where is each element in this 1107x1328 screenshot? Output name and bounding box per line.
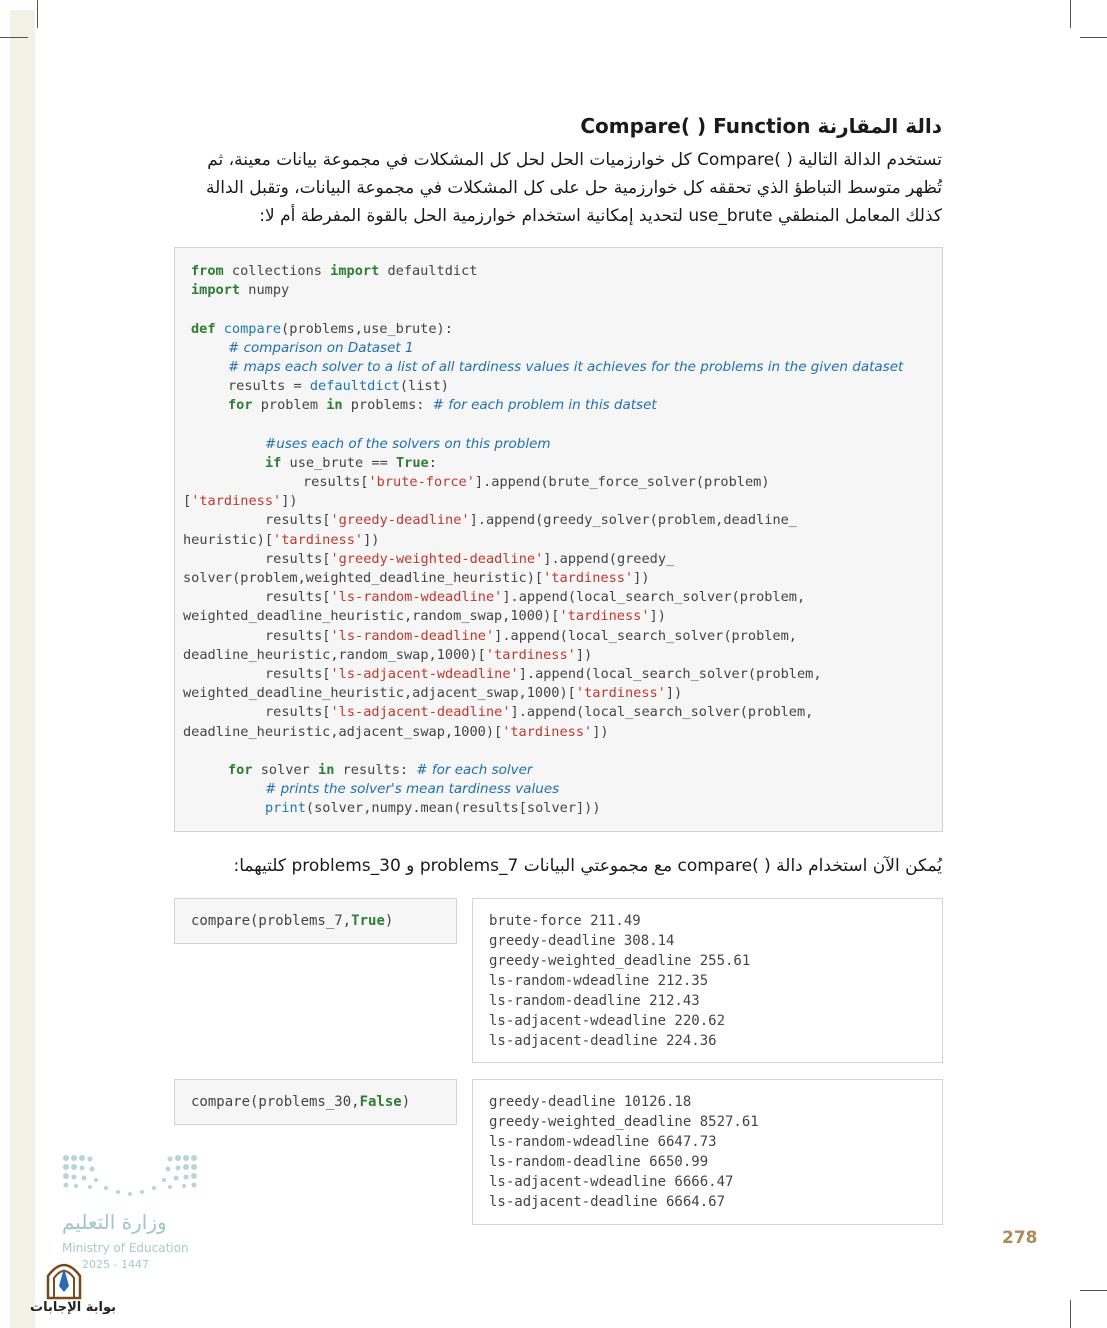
crop-mark [37, 0, 38, 28]
code-line [183, 492, 942, 511]
code-comment: # comparison on Dataset 1 [228, 339, 414, 356]
code-function: compare [223, 320, 282, 337]
code-line [191, 588, 942, 607]
code-text: ].append(greedy_ [543, 550, 675, 567]
code-text: use_brute == [281, 454, 396, 471]
code-keyword: import [191, 282, 241, 299]
code-string: 'tardiness' [502, 723, 593, 740]
code-string: 'ls-random-deadline' [330, 627, 495, 644]
code-comment: # prints the solver's mean tardiness values [265, 781, 560, 798]
code-line [183, 723, 942, 742]
code-text: ].append(local_search_solver(problem, [494, 627, 797, 644]
code-text: results[ [265, 627, 331, 644]
code-line-blank [191, 300, 942, 319]
code-text: results[ [265, 589, 331, 606]
code-keyword: in [326, 397, 343, 414]
code-line [183, 531, 942, 550]
code-text: ]) [575, 646, 593, 663]
output-line: ls-adjacent-deadline 6664.67 [489, 1194, 726, 1210]
code-line [191, 703, 942, 722]
code-text: weighted_deadline_heuristic,random_swap,1000)[ [183, 608, 560, 625]
code-keyword: for [228, 761, 253, 778]
page-number: 278 [1002, 1228, 1038, 1248]
output-line: ls-random-wdeadline 212.35 [489, 973, 709, 989]
output-line: greedy-weighted_deadline 8527.61 [489, 1114, 759, 1130]
code-line [191, 454, 942, 473]
output-line: greedy-weighted_deadline 255.61 [489, 953, 751, 969]
code-line [191, 911, 456, 931]
code-text: results[ [265, 665, 331, 682]
code-text: problems: [342, 397, 433, 414]
code-string: 'tardiness' [191, 493, 282, 510]
code-text: ) [401, 1094, 411, 1110]
code-text: results[ [265, 704, 331, 721]
code-line-blank [191, 742, 942, 761]
code-string: 'ls-adjacent-wdeadline' [330, 665, 519, 682]
code-line [183, 646, 942, 665]
code-text: [ [183, 493, 192, 510]
code-string: 'greedy-weighted-deadline' [330, 550, 544, 567]
code-comment: # maps each solver to a list of all tardiness values it achieves for the problems in the given dataset [228, 358, 904, 375]
intro-paragraph: تستخدم الدالة التالية ( )Compare كل خوارزميات الحل لحل كل المشكلات في مجموعة بيانات معينة، ثم تُظهر متوسط التباطؤ الذي تحققه كل خوارزمية حل على كل المشكلات في مجموعة البيانات، وتقبل الدالة كذلك المعامل المنطقي use_brute لتحديد إمكانية استخدام خوارزمية الحل بالقوة المفرطة أم لا: [205, 150, 942, 226]
code-line-blank [191, 416, 942, 435]
code-line [191, 665, 942, 684]
code-text: problem [252, 397, 327, 414]
code-text: results[ [265, 550, 331, 567]
code-text: (solver,numpy.mean(results[solver])) [305, 800, 601, 817]
page-edge-strip [10, 10, 35, 1328]
crop-mark [1080, 37, 1107, 38]
code-text: ].append(local_search_solver(problem, [518, 665, 822, 682]
code-string: 'tardiness' [273, 531, 364, 548]
code-text: weighted_deadline_heuristic,adjacent_swap,1000)[ [183, 685, 576, 702]
code-comment: # for each problem in this datset [432, 397, 657, 414]
code-line [183, 607, 942, 626]
code-output-cell [472, 898, 943, 1063]
datasets-paragraph: يُمكن الآن استخدام دالة ( )compare مع مجموعتي البيانات problems_7 و problems_30 كلتيهما: [233, 856, 942, 876]
code-comment: # for each solver [416, 761, 533, 778]
code-boolean: True [395, 454, 429, 471]
code-keyword: def [191, 320, 216, 337]
code-function: print [265, 800, 306, 817]
code-text: ]) [281, 493, 298, 510]
code-text: deadline_heuristic,adjacent_swap,1000)[ [183, 723, 503, 740]
code-text: ].append(local_search_solver(problem, [510, 704, 814, 721]
code-text: ].append(greedy_solver(problem,deadline_ [469, 512, 797, 529]
code-text: ) [384, 913, 394, 929]
output-line: greedy-deadline 10126.18 [489, 1094, 692, 1110]
code-string: 'tardiness' [559, 608, 650, 625]
code-keyword: in [318, 761, 335, 778]
code-text: ]) [649, 608, 666, 625]
code-line [191, 339, 942, 358]
code-text: results[ [303, 474, 369, 491]
bawaba-site-name: بوابة الإجابات [30, 1300, 116, 1315]
crop-mark [1080, 1290, 1107, 1291]
code-line [191, 511, 942, 530]
code-string: 'greedy-deadline' [330, 512, 470, 529]
code-text: (problems,use_brute): [281, 320, 453, 337]
code-keyword: from [191, 263, 224, 279]
output-line: ls-adjacent-deadline 224.36 [489, 1033, 717, 1049]
code-text: ]) [592, 723, 609, 740]
output-line: ls-random-wdeadline 6647.73 [489, 1134, 717, 1150]
code-boolean: False [359, 1094, 402, 1110]
code-text: results = [228, 378, 310, 395]
edition-year: 2025 - 1447 [82, 1258, 149, 1271]
code-line [191, 550, 942, 569]
code-input-cell [174, 1079, 457, 1125]
code-text: solver(problem,weighted_deadline_heuristic)[ [183, 570, 544, 586]
code-text: compare(problems_30, [191, 1094, 360, 1110]
code-line [191, 761, 942, 780]
code-text: results[ [265, 512, 331, 529]
code-output-cell [472, 1079, 943, 1225]
output-line: ls-random-deadline 6650.99 [489, 1154, 709, 1170]
code-line [191, 396, 942, 415]
code-line [191, 627, 942, 646]
code-line [191, 262, 942, 281]
code-string: 'tardiness' [575, 685, 666, 702]
code-text: ]) [633, 570, 650, 586]
code-text: collections [223, 263, 331, 279]
code-text: deadline_heuristic,random_swap,1000)[ [183, 646, 486, 663]
code-line [191, 377, 942, 396]
output-line: greedy-deadline 308.14 [489, 933, 675, 949]
code-text: ].append(brute_force_solver(problem) [474, 474, 770, 491]
code-line [183, 684, 942, 703]
ministry-name-english: Ministry of Education [62, 1241, 189, 1255]
crop-mark [0, 37, 28, 38]
crop-mark [1070, 0, 1071, 28]
output-line: brute-force 211.49 [489, 913, 641, 929]
code-line [191, 320, 942, 339]
code-line [191, 435, 942, 454]
code-function: defaultdict [309, 378, 400, 395]
code-text: solver [252, 761, 319, 778]
code-line [191, 799, 942, 818]
crop-mark [1070, 1300, 1071, 1328]
code-keyword: for [228, 397, 253, 414]
ministry-logo-icon [62, 1154, 198, 1198]
bawaba-logo-icon [42, 1256, 86, 1300]
code-string: 'tardiness' [543, 570, 634, 586]
output-line: ls-adjacent-wdeadline 220.62 [489, 1013, 726, 1029]
code-line [191, 358, 942, 377]
section-heading: دالة المقارنة Compare( ) Function [580, 114, 942, 138]
output-line: ls-adjacent-wdeadline 6666.47 [489, 1174, 734, 1190]
code-text: ].append(local_search_solver(problem, [502, 589, 806, 606]
code-string: 'ls-random-wdeadline' [330, 589, 503, 606]
code-text: ]) [363, 531, 380, 548]
code-string: 'ls-adjacent-deadline' [330, 704, 511, 721]
code-line [191, 1092, 456, 1112]
code-keyword: if [265, 454, 282, 471]
code-input-cell [174, 898, 457, 944]
code-text: numpy [240, 282, 290, 299]
code-text: (list) [399, 378, 449, 395]
code-text: results: [334, 761, 417, 778]
code-text: compare(problems_7, [191, 913, 352, 929]
code-line [183, 569, 942, 588]
code-text: heuristic)[ [183, 531, 274, 548]
code-boolean: True [351, 913, 385, 929]
code-string: 'tardiness' [485, 646, 576, 663]
code-text: ]) [665, 685, 683, 702]
ministry-name-arabic: وزارة التعليم [62, 1210, 167, 1234]
code-block [174, 247, 943, 832]
code-line [191, 780, 942, 799]
code-string: 'brute-force' [368, 474, 475, 491]
code-comment: #uses each of the solvers on this problem [265, 435, 551, 452]
code-keyword: import [330, 263, 380, 279]
code-line [191, 473, 942, 492]
code-text: defaultdict [379, 263, 478, 279]
code-text: : [428, 454, 437, 471]
output-line: ls-random-deadline 212.43 [489, 993, 700, 1009]
code-line [191, 281, 942, 300]
